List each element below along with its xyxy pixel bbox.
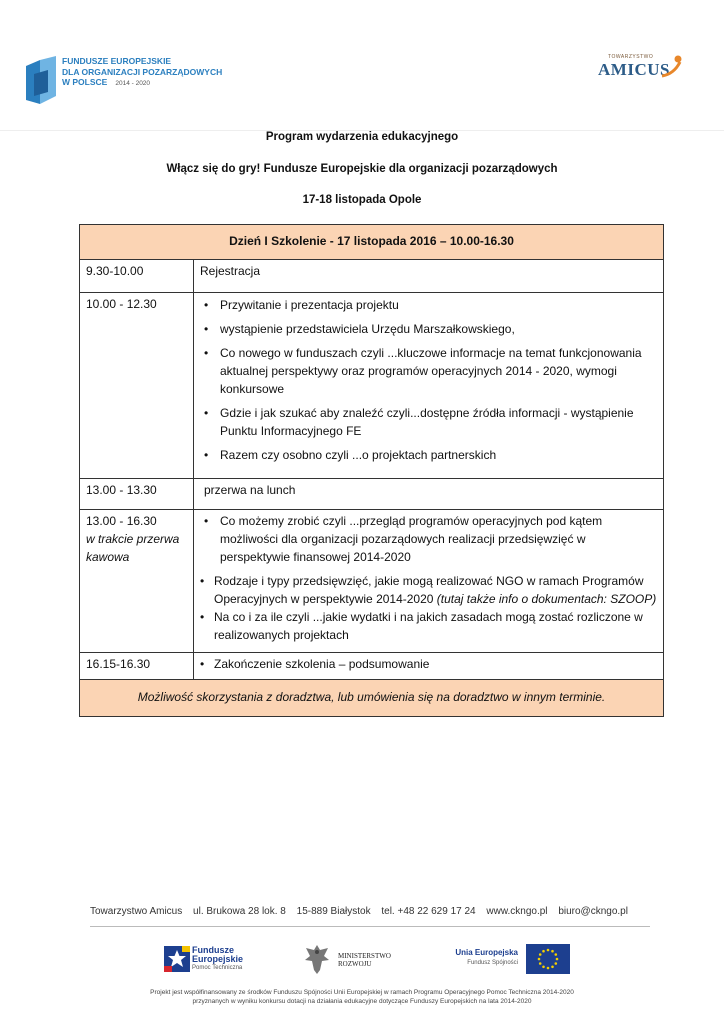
activity-cell — [194, 293, 664, 479]
time-cell: 16.15-16.30 — [80, 653, 194, 680]
time-cell: 9.30-10.00 — [80, 260, 194, 293]
email-link[interactable]: biuro@ckngo.pl — [558, 906, 628, 917]
city: 15-889 Białystok — [296, 906, 371, 917]
day-header: Dzień I Szkolenie - 17 listopada 2016 – 10.00-16.30 — [80, 225, 664, 260]
event-title: Włącz się do gry! Fundusze Europejskie dla organizacji pozarządowych — [166, 163, 558, 175]
amicus-logo: TOWARZYSTWO AMICUS — [596, 54, 696, 86]
activity-cell: Rejestracja — [194, 260, 664, 293]
consulting-note: Możliwość skorzystania z doradztwa, lub umówienia się na doradztwo w innym terminie. — [80, 680, 664, 717]
address: ul. Brukowa 28 lok. 8 — [193, 906, 286, 917]
time-note: w trakcie przerwa kawowa — [86, 532, 180, 564]
table-row — [80, 479, 664, 510]
table-row — [80, 653, 664, 680]
activity-cell — [194, 653, 664, 680]
program-title: Program wydarzenia edukacyjnego — [265, 131, 459, 143]
activity-cell — [194, 510, 664, 653]
list-item: • Przywitanie i prezentacja projektu — [200, 296, 657, 314]
list-item: • Na co i za ile czyli ...jakie wydatki i na jakich zasadach mogą zostać rozliczone w realizowanych projektach — [200, 608, 657, 644]
agenda-list — [200, 572, 657, 644]
contact-line — [90, 906, 650, 917]
page-header — [0, 0, 724, 131]
funding-logos — [0, 940, 724, 980]
fe-logo-text: FUNDUSZE EUROPEJSKIE DLA ORGANIZACJI POZARZĄDOWYCH W POLSCE 2014 - 2020 — [62, 56, 223, 87]
list-item: • wystąpienie przedstawiciela Urzędu Marszałkowskiego, — [200, 320, 657, 338]
fundusze-europejskie-pt-logo — [160, 942, 270, 978]
agenda-list — [200, 296, 657, 464]
ministry-text: MINISTERSTWO ROZWOJU — [338, 952, 391, 968]
eu-flag-icon — [526, 944, 570, 974]
day-header-row — [80, 225, 664, 260]
website-link[interactable]: www.ckngo.pl — [486, 906, 548, 917]
amicus-swoosh-icon — [660, 54, 684, 80]
table-row — [80, 260, 664, 293]
eu-subtitle: Fundusz Spójności — [467, 960, 518, 966]
fe-star-icon — [160, 942, 194, 976]
cofinancing-note: Projekt jest współfinansowany ze środków Funduszu Spójności Unii Europejskiej w ramach Programu Operacyjnego Pomoc Techniczna 2014-2020 przyznanych w wyniku konkursu dotacji na działania edukacyjne dotyczące Funduszy Europejskich na lata 2014-2020 — [150, 989, 574, 1005]
time-cell: 13.00 - 16.30 w trakcie przerwa kawowa — [80, 510, 194, 653]
fundusze-europejskie-ngo-logo — [26, 56, 223, 106]
table-row — [80, 510, 664, 653]
list-item: • Razem czy osobno czyli ...o projektach partnerskich — [200, 446, 657, 464]
eu-logo — [442, 944, 572, 980]
list-item: • Co nowego w funduszach czyli ...kluczowe informacje na temat funkcjonowania aktualnej perspektywy oraz programów operacyjnych 2014 - 2020, wymogi konkursowe — [200, 344, 657, 398]
table-row — [80, 293, 664, 479]
activity-cell: przerwa na lunch — [194, 479, 664, 510]
footer-divider — [90, 926, 650, 927]
org-name: Towarzystwo Amicus — [90, 906, 183, 917]
fs-logo-text: Fundusze Europejskie Pomoc Techniczna — [192, 945, 244, 971]
list-item: • Zakończenie szkolenia – podsumowanie — [200, 655, 657, 673]
eagle-emblem-icon — [302, 942, 332, 976]
note-row — [80, 680, 664, 717]
eu-title: Unia Europejska — [455, 948, 518, 957]
fe-flag-mark-icon — [26, 56, 56, 104]
agenda-list — [200, 655, 657, 673]
phone: tel. +48 22 629 17 24 — [381, 906, 476, 917]
time-cell: 13.00 - 13.30 — [80, 479, 194, 510]
ministry-logo — [302, 942, 412, 978]
program-table — [79, 224, 664, 717]
event-date-place: 17-18 listopada Opole — [302, 194, 422, 206]
list-item: • Rodzaje i typy przedsięwzięć, jakie mogą realizować NGO w ramach Programów Operacyjnych w perspektywie 2014-2020 (tutaj także info o dokumentach: SZOOP) — [200, 572, 657, 608]
time-cell: 10.00 - 12.30 — [80, 293, 194, 479]
list-item: • Co możemy zrobić czyli ...przegląd programów operacyjnych pod kątem możliwości dla organizacji pozarządowych realizacji przedsięwzięć w perspektywie finansowej 2014-2020 — [200, 512, 657, 566]
agenda-list — [200, 512, 657, 566]
list-item: • Gdzie i jak szukać aby znaleźć czyli...dostępne źródła informacji - wystąpienie Punktu Informacyjnego FE — [200, 404, 657, 440]
